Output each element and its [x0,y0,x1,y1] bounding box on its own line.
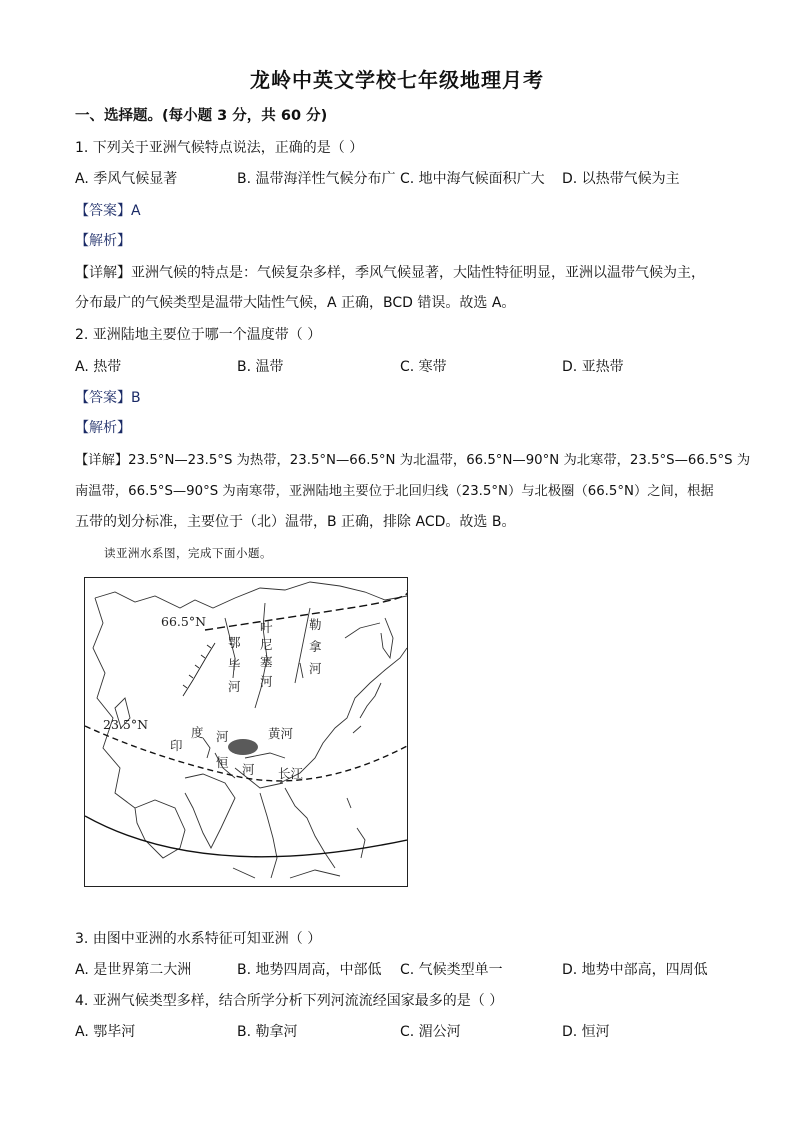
label-ganges-2: 河 [242,762,255,777]
q3-option-c: C. 气候类型单一 [400,962,503,978]
label-yellow-river: 黄河 [268,726,294,741]
q1-detail-line-1: 【详解】亚洲气候的特点是：气候复杂多样，季风气候显著，大陆性特征明显，亚洲以温带气候为主， [75,265,705,281]
q2-analysis-tag: 【解析】 [75,420,131,436]
label-yenisei-3: 塞 [260,654,273,669]
q1-option-c: C. 地中海气候面积广大 [400,171,545,187]
q4-option-d: D. 恒河 [562,1024,610,1040]
label-ganges-1: 恒 [216,755,229,770]
q2-option-b: B. 温带 [237,359,284,375]
label-indus-3: 河 [216,729,229,744]
q2-option-d: D. 亚热带 [562,359,624,375]
q2-detail-line-2: 南温带，66.5°S—90°S 为南寒带，亚洲陆地主要位于北回归线（23.5°N）与北极圈（66.5°N）之间，根据 [75,484,714,499]
q2-detail-line-3: 五带的划分标准，主要位于（北）温带，B 正确，排除 ACD。故选 B。 [75,514,516,530]
label-tropic-of-cancer: 23.5°N [103,717,149,732]
q1-analysis-tag: 【解析】 [75,233,131,249]
q1-answer: 【答案】A [75,203,141,219]
label-ob-2: 毕 [228,657,241,672]
label-yenisei-4: 河 [260,674,273,689]
label-lena-1: 勒 [309,617,322,632]
map-drawing [85,578,407,886]
figure-caption: 读亚洲水系图，完成下面小题。 [104,546,272,560]
label-ob-1: 鄂 [228,635,241,650]
label-yenisei-1: 叶 [260,620,273,635]
q4-option-c: C. 湄公河 [400,1024,461,1040]
question-2-stem: 2. 亚洲陆地主要位于哪一个温度带（ ） [75,327,322,343]
q4-option-a: A. 鄂毕河 [75,1024,136,1040]
q1-option-d: D. 以热带气候为主 [562,171,680,187]
q1-option-b: B. 温带海洋性气候分布广 [237,171,396,187]
section-heading: 一、选择题。(每小题 3 分，共 60 分) [75,108,328,124]
label-ob-3: 河 [228,679,241,694]
question-1-stem: 1. 下列关于亚洲气候特点说法，正确的是（ ） [75,140,364,156]
label-yangtze: 长江 [278,766,304,781]
label-indus-2: 度 [191,725,204,740]
q3-option-d: D. 地势中部高，四周低 [562,962,708,978]
question-3-stem: 3. 由图中亚洲的水系特征可知亚洲（ ） [75,931,322,947]
q1-option-a: A. 季风气候显著 [75,171,178,187]
q3-option-a: A. 是世界第二大洲 [75,962,192,978]
label-arctic-circle: 66.5°N [161,614,207,629]
page-title: 龙岭中英文学校七年级地理月考 [250,68,544,92]
question-4-stem: 4. 亚洲气候类型多样，结合所学分析下列河流流经国家最多的是（ ） [75,993,504,1009]
q3-option-b: B. 地势四周高，中部低 [237,962,382,978]
q1-detail-line-2: 分布最广的气候类型是温带大陆性气候，A 正确，BCD 错误。故选 A。 [75,295,516,311]
asia-river-map [84,577,408,887]
label-lena-2: 拿 [309,639,322,654]
q2-answer: 【答案】B [75,390,141,406]
label-lena-3: 河 [309,661,322,676]
q2-option-c: C. 寒带 [400,359,447,375]
label-yenisei-2: 尼 [260,637,273,652]
q2-option-a: A. 热带 [75,359,122,375]
label-indus-1: 印 [170,738,183,753]
q2-detail-line-1: 【详解】23.5°N—23.5°S 为热带，23.5°N—66.5°N 为北温带，66.5°N—90°N 为北寒带，23.5°S—66.5°S 为 [75,453,751,468]
q4-option-b: B. 勒拿河 [237,1024,298,1040]
